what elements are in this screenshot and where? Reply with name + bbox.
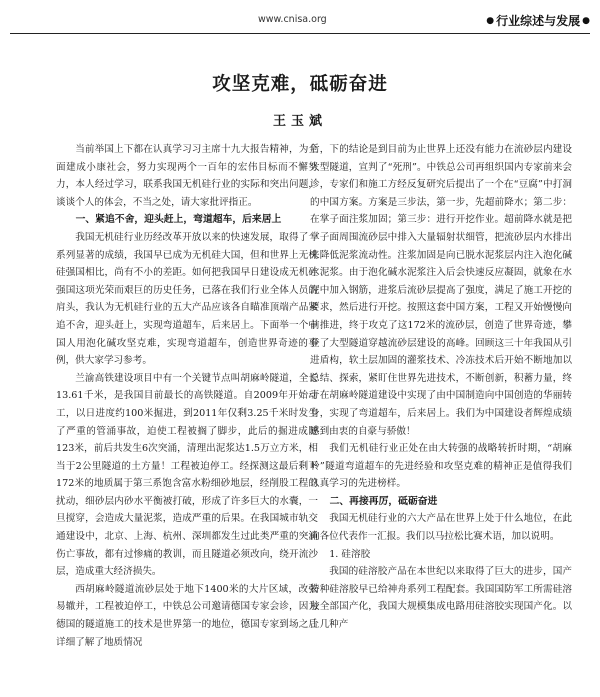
article-author: 王玉斌: [272, 114, 327, 129]
site-url: www.cnisa.org: [258, 14, 327, 25]
section-title: 行业综述与发展: [496, 14, 581, 28]
paragraph: 西胡麻岭隧道流砂层处于地下1400米的大片区域，改弦易辙并，工程被迫停工，中铁总公司邀请德国专家会诊，因为德国的隧道施工的技术是世界第一的地位，德国专家到场之后详细了解了地质情况: [56, 583, 318, 648]
paragraph: 我国的硅溶胶产品在本世纪以来取得了巨大的进步，国产特种硅溶胶早已给神舟系列工程配套。我国国防军工所需硅溶胶全部国产化，我国大规模集成电路用硅溶胶实现国产化。以上几种产: [310, 566, 572, 631]
article-title: 攻坚克难，砥砺奋进: [212, 74, 388, 95]
section-heading: 一、紧追不舍，迎头赶上，弯道超车，后来居上: [75, 214, 282, 226]
left-column: [56, 141, 318, 651]
paragraph: 我们无机硅行业正处在由大转强的战略转折时期，“胡麻岭”隧道弯道超车的先进经验和攻坚克难的精神正是值得我们认真学习的先进榜样。: [310, 443, 572, 490]
page-header: [0, 0, 600, 32]
right-column: [310, 141, 572, 634]
paragraph: 我国无机硅行业历经改革开放以来的快速发展，取得了一系列显著的成绩，我国早已成为无机硅大国，但和世界上无机硅强国相比，尚有不小的差距。如何把我国早日建设成无机硅强国这项光荣而艰巨的历史任务，已落在我们行业全体人员的肩头，我认为无机硅行业的五大产品应该各自瞄准顶端产品紧追不舍，迎头赶上，实现弯道超车，后来居上。下面举一个中国人用泡化碱攻坚克难，实现弯道超车，创造世界奇迹的事例，供大家学习参考。: [56, 231, 318, 367]
paragraph: 我国无机硅行业的六大产品在世界上处于什么地位，在此向各位代表作一汇报。我们以马拉松比赛术语，加以说明。: [310, 513, 572, 543]
bullet-icon: ●: [486, 15, 495, 26]
section-heading: 二、再接再厉，砥砺奋进: [329, 495, 438, 507]
paragraph: 当前举国上下都在认真学习习主席十九大报告精神，为全面建成小康社会，努力实现两个一百年的宏伟目标而不懈努力，本人经过学习，联系我国无机硅行业的实际和突出问题，谈谈个人的体会，不当之处，请大家批评指正。: [56, 144, 318, 208]
paragraph: 后，下的结论是到目前为止世界上还没有能力在流砂层内建设大型隧道，宣判了“死刑”。中铁总公司再组织国内专家前来会诊，专家们和施工方经反复研究后提出了一个在“豆腐”中打洞的中国方案。方案是三步法，第一步，先超前降水；第二步：在掌子面注浆加固；第三步：进行开挖作业。超前降水就是把掌子面周围流砂层中排入大量辐射状细管，把流砂层内水排出来降低泥浆流动性。注浆加固是向已脱水泥浆层内注入泡化碱水泥浆。由于泡化碱水泥浆注入后会快速反应凝固，就象在水泥中加入钢筋，进浆后流砂层提高了强度，满足了施工开挖的要求，然后进行开挖。按照这套中国方案，工程又开始慢慢向前推进，终于攻克了这172米的流砂层，创造了世界奇迹，攀登了大型隧道穿越流砂层建设的高峰。回顾这三十年我国从引进盾构，软土层加固的灌浆技术、冷冻技术后开始不断地加以总结、探索，紧盯住世界先进技术，不断创新，积蓄力量，终于在胡麻岭隧道建设中实现了由中国制造向中国创造的华丽转身，实现了弯道超车，后来居上。我们为中国建设者辉煌成绩感到由衷的自豪与骄傲！: [310, 144, 572, 437]
header-divider: [10, 33, 590, 34]
bullet-icon: ●: [582, 15, 590, 26]
section-label: [486, 12, 590, 29]
paragraph: 兰渝高铁建设项目中有一个关键节点叫胡麻岭隧道，全长13.61千米，是我国目前最长的高铁隧道。自2009年开始动工，以日进度约100米掘进，到2011年仅剩3.25千米时发生了严重的管涌事故，迫使工程被搁了脚步，此后的掘进成隧123米，前后共发生6次突涌，清理出泥浆达1.5万立方米，相当于2公里隧道的土方量！工程被迫停工。经探测这最后剩下172米的地质属于第三系饱含富水粉细砂地层，经削股工程的扰动，细砂层内砂水平衡被打破，形成了许多巨大的水囊，一旦搅穿，会造成大量泥浆，造成严重的后果。在我国城市轨交通建设中，北京、上海、杭州、深圳都发生过此类严重的突涌伤亡事故，都有过惨痛的教训，而且隧道必须改向，绕开流沙层，造成重大经济损失。: [56, 372, 318, 578]
subsection-heading: 1. 硅溶胶: [329, 548, 371, 560]
